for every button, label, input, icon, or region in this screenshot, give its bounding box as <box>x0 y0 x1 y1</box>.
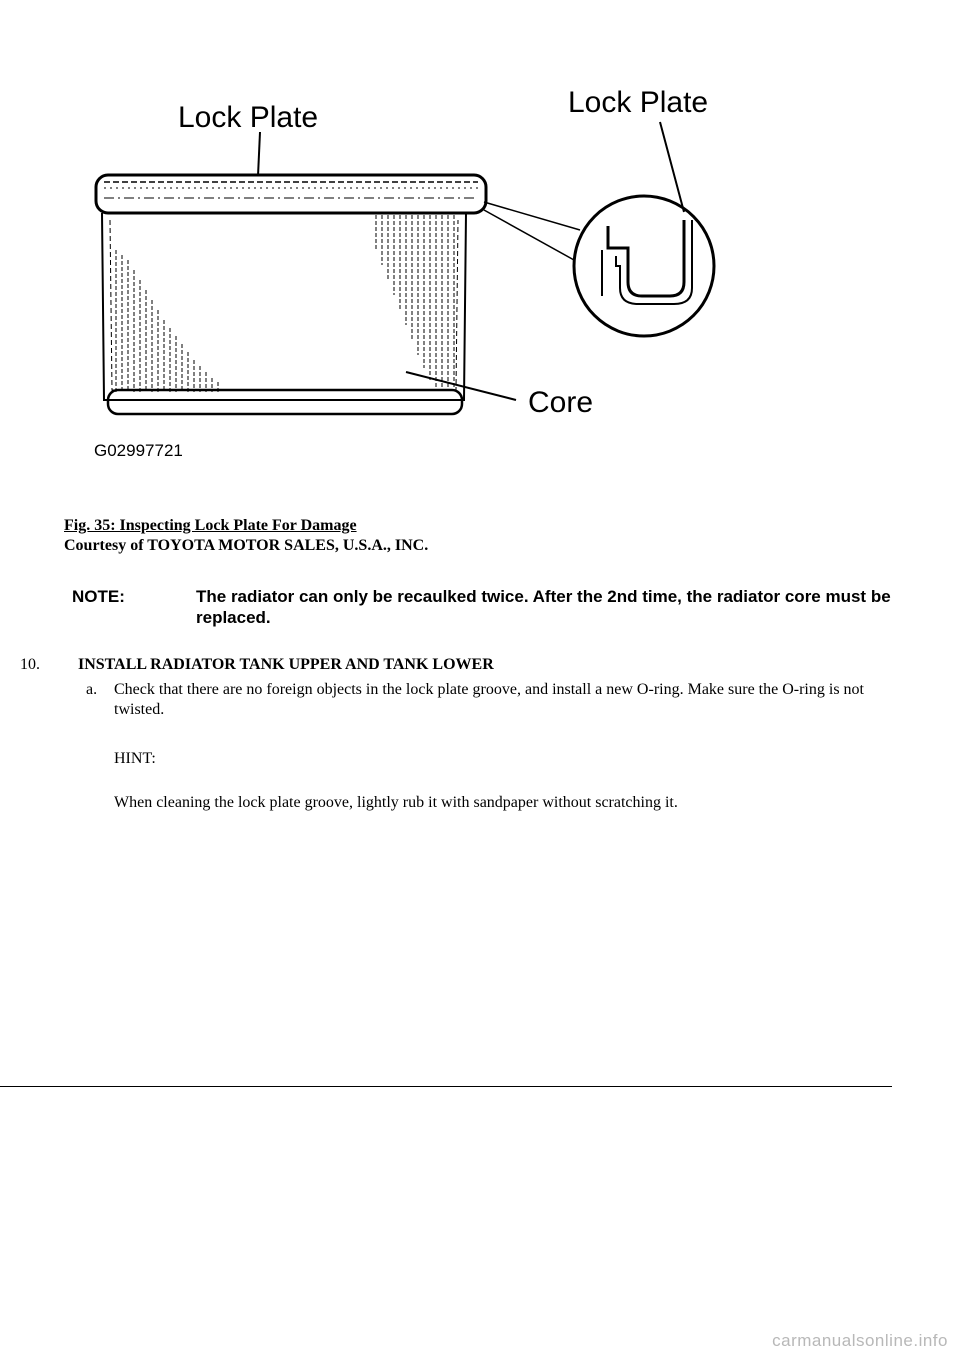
procedure-step <box>20 655 494 675</box>
substep-text: Check that there are no foreign objects in the lock plate groove, and install a new O-ring. Make sure the O-ring is not twisted. <box>114 681 864 718</box>
hint-label: HINT: <box>114 750 156 767</box>
radiator-diagram <box>80 70 740 470</box>
watermark: carmanualsonline.info <box>772 1331 948 1350</box>
core-fins-right <box>376 215 454 390</box>
step-number: 10. <box>20 656 40 673</box>
core-fins-left <box>116 250 218 392</box>
lock-plate-left-leader <box>258 132 260 176</box>
step-heading: INSTALL RADIATOR TANK UPPER AND TANK LOWER <box>78 656 494 673</box>
core-outline <box>102 213 466 400</box>
substep-letter: a. <box>86 681 98 698</box>
figure-title: Fig. 35: Inspecting Lock Plate For Damage <box>64 517 357 534</box>
lock-plate-right-label: Lock Plate <box>568 86 709 119</box>
hint-text: When cleaning the lock plate groove, lightly rub it with sandpaper without scratching it. <box>114 794 678 811</box>
figure-caption <box>64 516 428 556</box>
figure-code: G02997721 <box>94 441 183 460</box>
callout-line-top <box>484 202 580 230</box>
page-divider <box>0 1086 892 1087</box>
callout-line-bottom <box>484 210 574 260</box>
note-text: The radiator can only be recaulked twice. After the 2nd time, the radiator core must be replaced. <box>196 587 891 627</box>
lower-lock-plate <box>108 390 462 414</box>
core-label: Core <box>528 386 594 419</box>
substep <box>86 680 886 720</box>
lock-plate-figure <box>80 70 740 470</box>
note-box <box>72 586 892 628</box>
note-label: NOTE: <box>72 587 125 606</box>
upper-lock-plate <box>96 175 486 213</box>
lock-plate-left-label: Lock Plate <box>178 101 319 134</box>
figure-courtesy: Courtesy of TOYOTA MOTOR SALES, U.S.A., INC. <box>64 537 429 554</box>
